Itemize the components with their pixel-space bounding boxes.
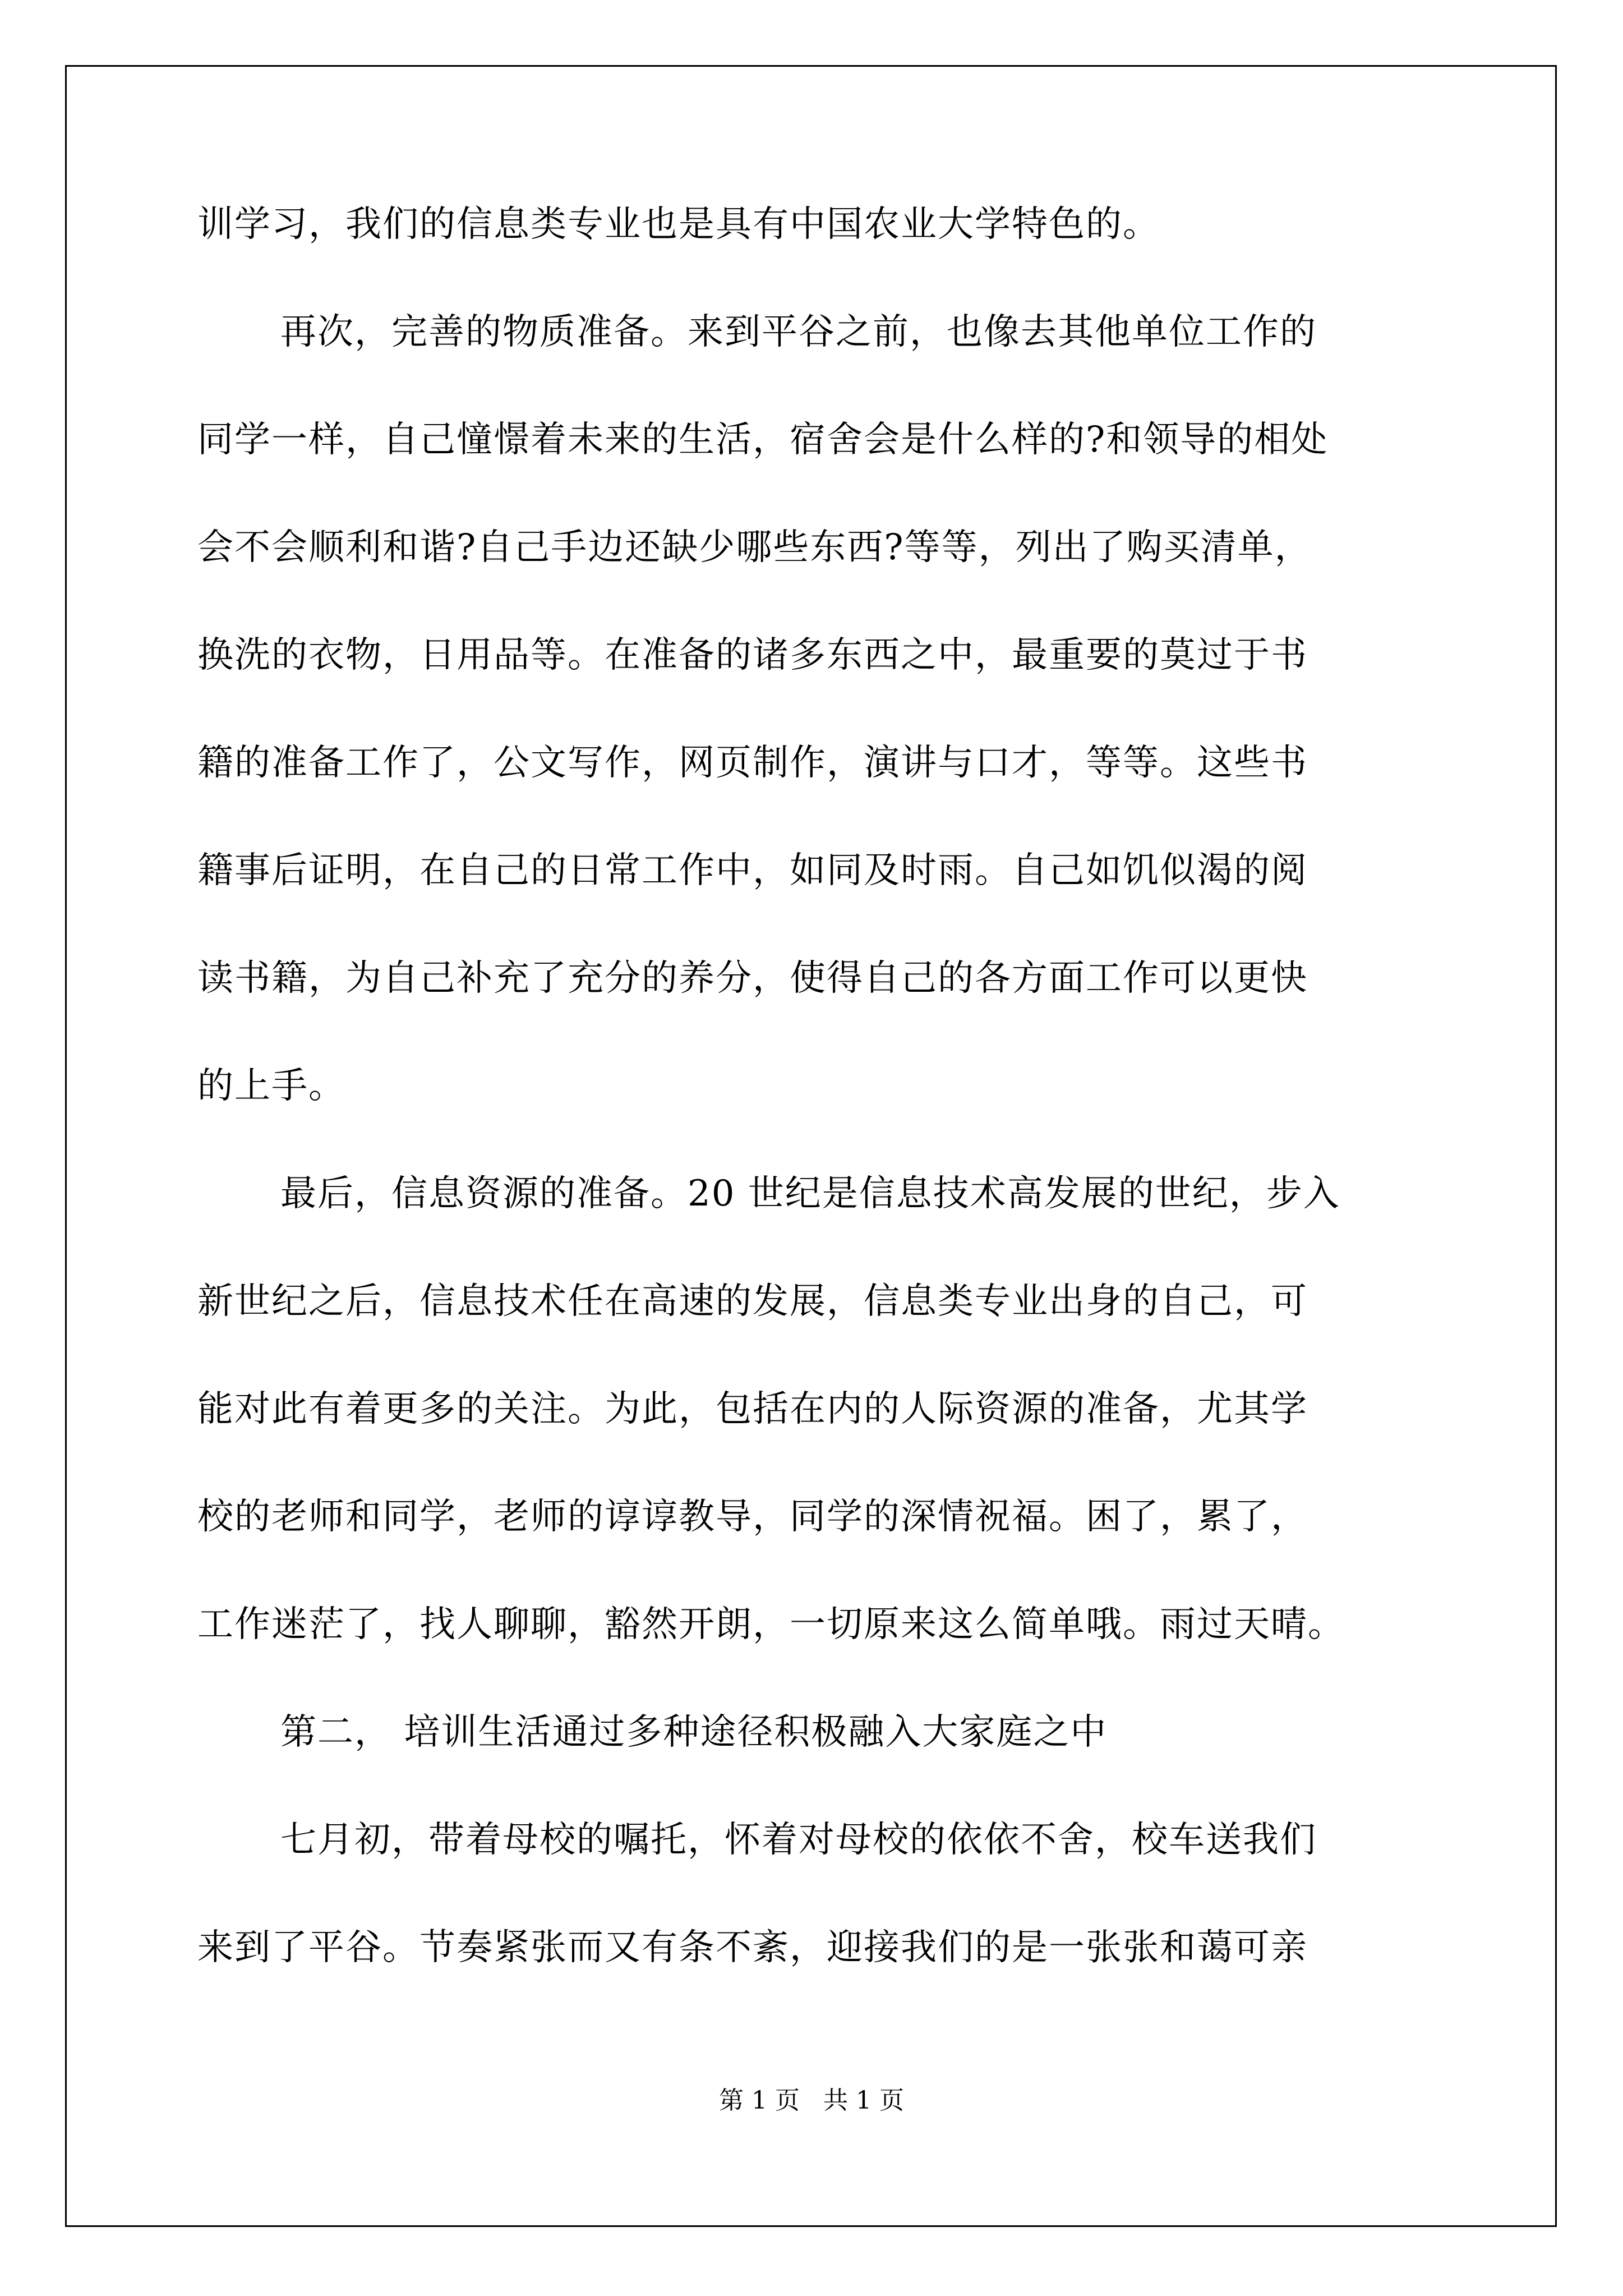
page-footer: 第 1 页 共 1 页 — [719, 2086, 904, 2115]
body-line-7: 籍事后证明，在自己的日常工作中，如同及时雨。自己如饥似渴的阅 — [197, 850, 1308, 891]
body-line-5: 换洗的衣物，日用品等。在准备的诸多东西之中，最重要的莫过于书 — [197, 634, 1308, 676]
body-line-16: 七月初，带着母校的嘱托，怀着对母校的依依不舍，校车送我们 — [280, 1819, 1317, 1861]
body-line-2: 再次，完善的物质准备。来到平谷之前，也像去其他单位工作的 — [280, 311, 1317, 353]
body-line-12: 能对此有着更多的关注。为此，包括在内的人际资源的准备，尤其学 — [197, 1388, 1308, 1430]
page-border — [65, 65, 1557, 2227]
body-line-6: 籍的准备工作了，公文写作，网页制作，演讲与口才，等等。这些书 — [197, 742, 1308, 784]
body-line-14: 工作迷茫了，找人聊聊，豁然开朗，一切原来这么简单哦。雨过天晴。 — [197, 1604, 1345, 1645]
body-line-13: 校的老师和同学，老师的谆谆教导，同学的深情祝福。困了，累了， — [197, 1496, 1308, 1538]
section-heading: 第二， 培训生活通过多种途径积极融入大家庭之中 — [280, 1711, 1108, 1753]
body-line-10: 最后，信息资源的准备。20 世纪是信息技术高发展的世纪，步入 — [280, 1173, 1340, 1214]
body-line-9: 的上手。 — [197, 1065, 345, 1107]
body-line-4: 会不会顺利和谐?自己手边还缺少哪些东西?等等，列出了购买清单， — [197, 527, 1312, 568]
body-line-11: 新世纪之后，信息技术任在高速的发展，信息类专业出身的自己，可 — [197, 1281, 1308, 1322]
body-line-17: 来到了平谷。节奏紧张而又有条不紊，迎接我们的是一张张和蔼可亲 — [197, 1927, 1308, 1968]
body-line-8: 读书籍，为自己补充了充分的养分，使得自己的各方面工作可以更快 — [197, 958, 1308, 999]
body-line-1: 训学习，我们的信息类专业也是具有中国农业大学特色的。 — [197, 204, 1160, 245]
body-line-3: 同学一样，自己憧憬着未来的生活，宿舍会是什么样的?和领导的相处 — [197, 419, 1329, 461]
